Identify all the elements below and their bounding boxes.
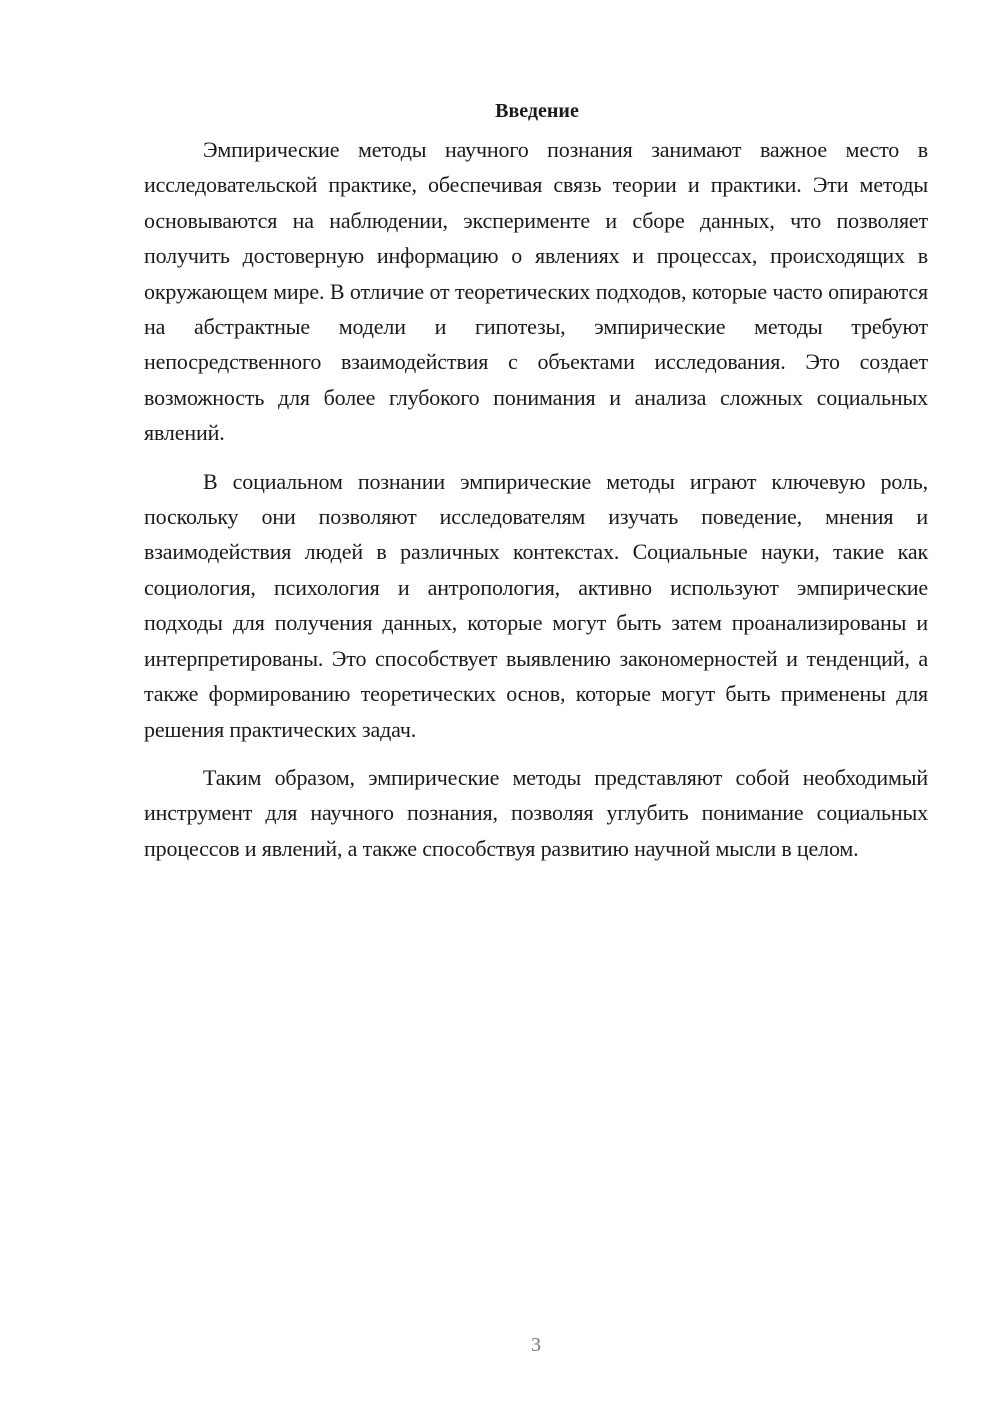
paragraph-1: Эмпирические методы научного познания занимают важное место в исследовательской практике, обеспечивая связь теории и практики. Эти методы основываются на наблюдении, эксперименте и сборе данных, что позволяет получить достоверную информацию о явлениях и процессах, происходящих в окружающем мире. В отличие от теоретических подходов, которые часто опираются на абстрактные модели и гипотезы, эмпирические методы требуют непосредственного взаимодействия с объектами исследования. Это создает возможность для более глубокого понимания и анализа сложных социальных явлений. — [144, 137, 928, 446]
paragraph-3: Таким образом, эмпирические методы представляют собой необходимый инструмент для научного познания, позволяя углубить понимание социальных процессов и явлений, а также способствуя развитию научной мысли в целом. — [144, 764, 928, 861]
section-title: Введение — [495, 100, 579, 122]
page-number: 3 — [531, 1334, 541, 1356]
document-page — [144, 96, 928, 866]
paragraph-2: В социальном познании эмпирические методы играют ключевую роль, поскольку они позволяют исследователям изучать поведение, мнения и взаимодействия людей в различных контекстах. Социальные науки, такие как социология, психология и антропология, активно используют эмпирические подходы для получения данных, которые могут быть затем проанализированы и интерпретированы. Это способствует выявлению закономерностей и тенденций, а также формированию теоретических основ, которые могут быть применены для решения практических задач. — [144, 468, 928, 742]
